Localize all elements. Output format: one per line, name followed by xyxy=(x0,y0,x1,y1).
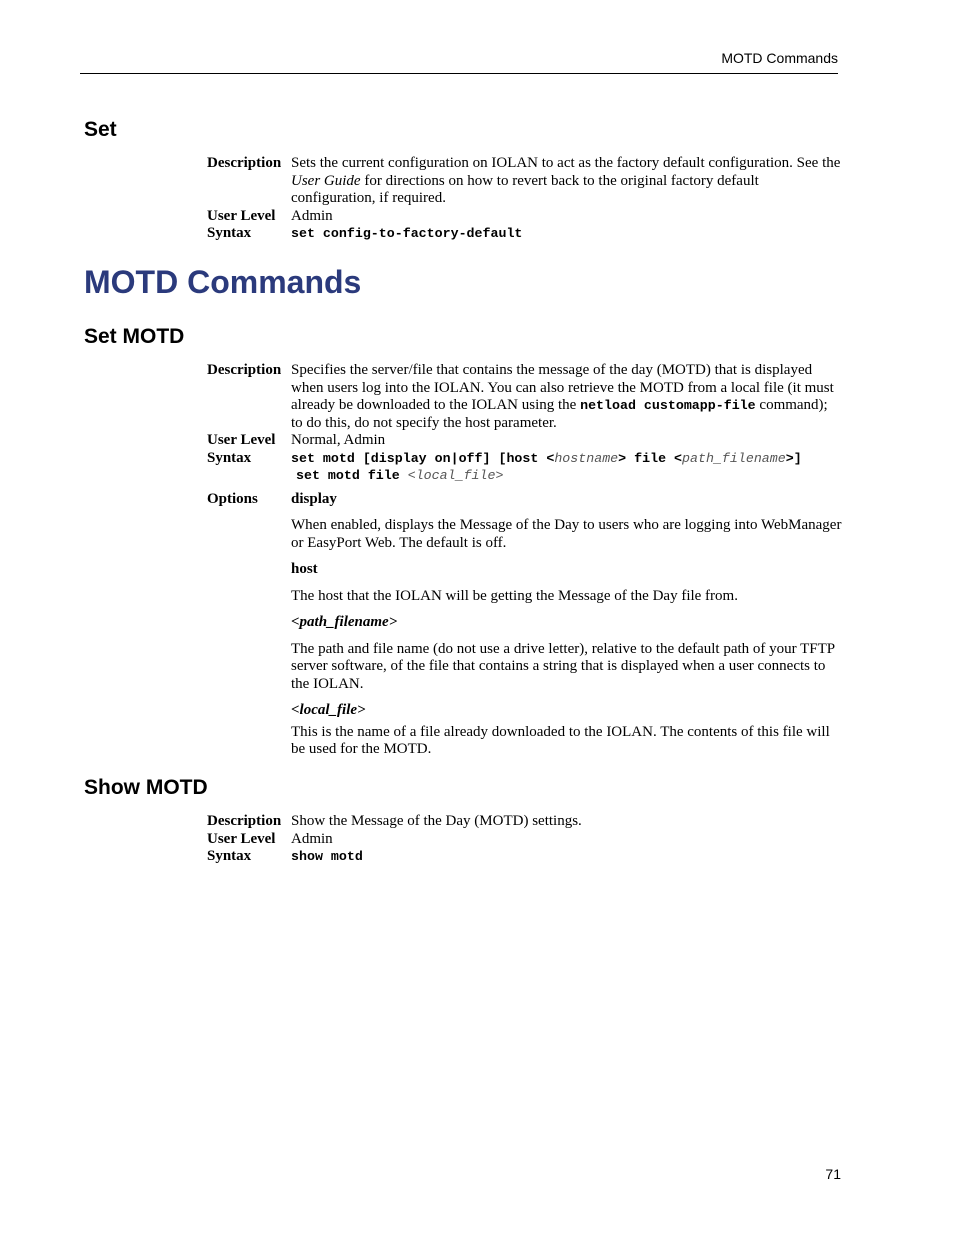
user-level-value: Admin xyxy=(291,830,333,847)
description-text: Show the Message of the Day (MOTD) settings. xyxy=(291,813,582,829)
user-level-label: User Level xyxy=(207,207,276,224)
syntax-code: show motd xyxy=(291,849,363,864)
section-title-show-motd: Show MOTD xyxy=(84,776,208,799)
option-host-title: host xyxy=(291,561,318,577)
user-level-value: Admin xyxy=(291,207,333,224)
option-local-file-title: <local_file> xyxy=(291,702,366,718)
set-syntax-row xyxy=(207,225,842,243)
set-motd-details xyxy=(207,362,842,759)
syntax-label: Syntax xyxy=(207,225,252,241)
section-title-set-motd: Set MOTD xyxy=(84,325,185,348)
show-motd-syntax-row xyxy=(207,848,842,866)
show-motd-description-row xyxy=(207,813,842,831)
option-local-file-text: This is the name of a file already downloaded to the IOLAN. The contents of this file will be used for the MOTD. xyxy=(291,723,830,757)
section-title-set: Set xyxy=(84,118,117,141)
show-motd-details xyxy=(207,813,842,866)
user-level-label: User Level xyxy=(207,432,276,448)
set-motd-syntax-row xyxy=(207,450,842,485)
syntax-line-2: set motd file <local_file> xyxy=(296,468,504,483)
description-label: Description xyxy=(207,362,282,378)
description-label: Description xyxy=(207,813,282,829)
syntax-label: Syntax xyxy=(207,449,252,466)
options-label: Options xyxy=(207,490,258,507)
syntax-label: Syntax xyxy=(207,848,252,864)
set-description-row xyxy=(207,155,842,208)
syntax-line-1: set motd [display on|off] [host <hostname> file <path_filename>] xyxy=(291,450,802,466)
chapter-title: MOTD Commands xyxy=(84,264,362,300)
set-details xyxy=(207,155,842,243)
set-motd-description-row xyxy=(207,362,842,432)
description-text: Sets the current configuration on IOLAN to act as the factory default configuration. See the User Guide for directions on how to revert back to the original factory default configuration, if required. xyxy=(291,155,841,206)
description-label: Description xyxy=(207,155,282,171)
set-user-level-row xyxy=(207,208,842,226)
set-motd-user-level-row xyxy=(207,432,842,450)
syntax-code: set config-to-factory-default xyxy=(291,226,523,241)
user-level-value: Normal, Admin xyxy=(291,432,386,448)
set-motd-options-row xyxy=(207,491,842,759)
show-motd-user-level-row xyxy=(207,831,842,849)
description-text: Specifies the server/file that contains the message of the day (MOTD) that is displayed when users log into the IOLAN. You can also retrieve the MOTD from a local file (it must already be downloaded to the IOLAN using the netload customapp-file command); to do this, do not specify the host parameter. xyxy=(291,362,834,431)
option-path-filename-text: The path and file name (do not use a drive letter), relative to the default path of your TFTP server software, of the file that contains a string that is displayed when a user connects to the IOLAN. xyxy=(291,640,835,692)
option-display-title: display xyxy=(291,490,337,507)
running-header: MOTD Commands xyxy=(721,50,838,66)
option-path-filename-title: <path_filename> xyxy=(291,614,398,630)
user-level-label: User Level xyxy=(207,830,276,847)
options-list xyxy=(291,491,842,759)
option-host-text: The host that the IOLAN will be getting the Message of the Day file from. xyxy=(291,587,738,604)
netload-command: netload customapp-file xyxy=(580,398,756,413)
syntax-code xyxy=(291,450,842,485)
user-guide-reference: User Guide xyxy=(291,172,361,189)
header-rule xyxy=(80,73,838,74)
option-display-text: When enabled, displays the Message of the Day to users who are logging into WebManager or EasyPort Web. The default is off. xyxy=(291,517,842,551)
page-number: 71 xyxy=(825,1166,841,1182)
